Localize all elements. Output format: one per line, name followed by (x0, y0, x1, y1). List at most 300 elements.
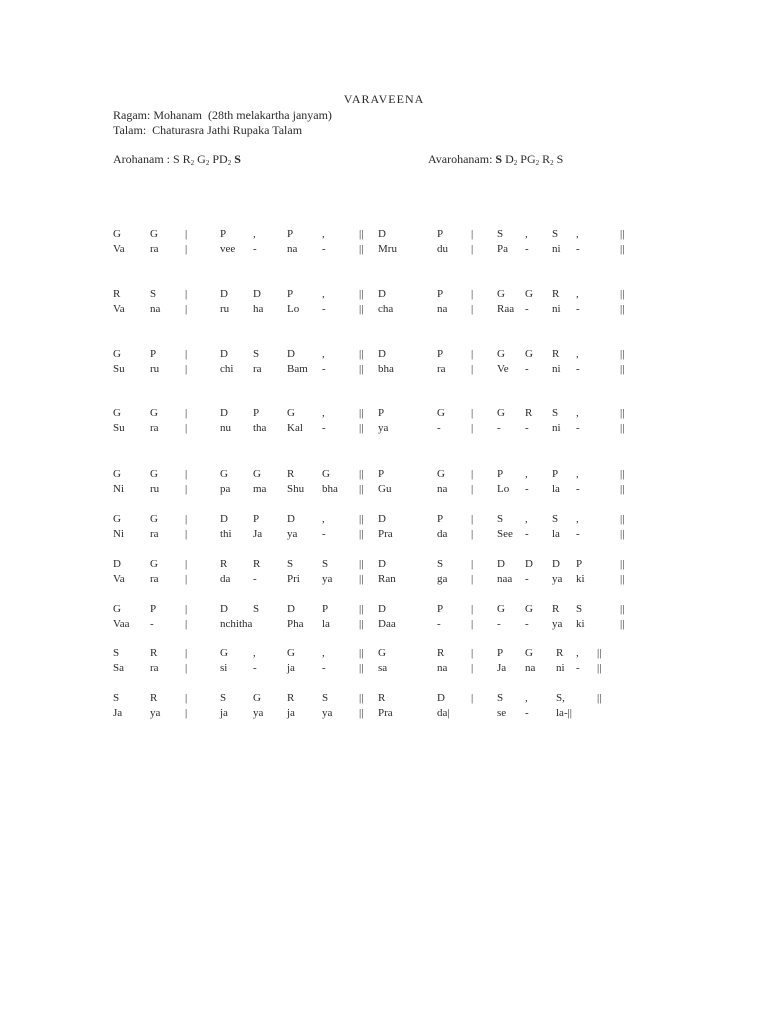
swara: G (322, 468, 330, 480)
syllable: Pha (287, 618, 304, 630)
syllable: - (576, 483, 580, 495)
swara: D (378, 348, 386, 360)
swara: S (253, 348, 260, 360)
swara: , (525, 468, 528, 480)
syllable: - (525, 363, 529, 375)
double-bar-line: || (620, 363, 625, 375)
syllable: Lo (497, 483, 510, 495)
swara: S (576, 603, 583, 615)
double-bar-line: || (620, 228, 625, 240)
syllable: ni (556, 662, 565, 674)
syllable: ya (253, 707, 264, 719)
notation-row (0, 467, 768, 497)
syllable: ra (150, 573, 159, 585)
swara-line (0, 227, 768, 242)
swara: P (378, 407, 385, 419)
syllable: Ni (113, 528, 124, 540)
bar-line: | (471, 558, 474, 570)
swara: P (150, 603, 157, 615)
bar-line: | (185, 363, 188, 375)
double-bar-line: || (620, 603, 625, 615)
bar-line: | (185, 692, 188, 704)
bar-line: | (185, 558, 188, 570)
swara: P (287, 228, 294, 240)
swara: G (113, 348, 121, 360)
syllable: Su (113, 363, 125, 375)
syllable: la (552, 528, 560, 540)
swara: , (525, 228, 528, 240)
swara: G (113, 513, 121, 525)
sahitya-line (0, 527, 768, 542)
syllable: ya (552, 618, 563, 630)
swara: P (322, 603, 329, 615)
swara: P (437, 603, 444, 615)
talam-line: Talam: Chaturasra Jathi Rupaka Talam (113, 123, 303, 137)
swara: , (253, 647, 256, 659)
swara: D (287, 603, 295, 615)
swara: P (220, 228, 227, 240)
swara: S (253, 603, 260, 615)
bar-line: | (471, 363, 474, 375)
syllable: - (525, 707, 529, 719)
swara: G (150, 558, 158, 570)
bar-line: | (471, 618, 474, 630)
double-bar-line: || (359, 468, 364, 480)
octave-subscript: 2 (205, 159, 210, 167)
swara: R (556, 647, 564, 659)
double-bar-line: || (359, 348, 364, 360)
syllable: - (576, 363, 580, 375)
double-bar-line: || (359, 647, 364, 659)
syllable: Va (113, 573, 125, 585)
bar-line: | (185, 662, 188, 674)
swara: D (253, 288, 261, 300)
double-bar-line: || (620, 483, 625, 495)
swara: D (220, 407, 228, 419)
syllable: ma (253, 483, 267, 495)
syllable: - (322, 363, 326, 375)
syllable: naa (497, 573, 513, 585)
double-bar-line: || (359, 303, 364, 315)
syllable: du (437, 243, 448, 255)
swara: P (552, 468, 559, 480)
sahitya-line (0, 242, 768, 257)
double-bar-line: || (620, 573, 625, 585)
swara-line (0, 347, 768, 362)
syllable: Daa (378, 618, 396, 630)
swara: S (322, 558, 329, 570)
octave-subscript: 2 (550, 159, 554, 167)
swara: P (287, 288, 294, 300)
swara: D (437, 692, 445, 704)
double-bar-line: || (620, 618, 625, 630)
syllable: ga (437, 573, 448, 585)
double-bar-line: || (620, 243, 625, 255)
swara: D (220, 603, 228, 615)
bar-line: | (471, 243, 474, 255)
syllable: na (437, 483, 448, 495)
swara: G (525, 603, 533, 615)
swara: P (437, 288, 444, 300)
double-bar-line: || (359, 363, 364, 375)
song-title: VARAVEENA (343, 92, 425, 106)
swara: S, (556, 692, 565, 704)
swara-text: PG (517, 152, 536, 166)
double-bar-line: || (359, 513, 364, 525)
swara: R (552, 603, 560, 615)
bar-line: | (471, 662, 474, 674)
bar-line: | (185, 288, 188, 300)
syllable: na (150, 303, 161, 315)
syllable: cha (378, 303, 394, 315)
swara: G (150, 468, 158, 480)
swara: S (497, 513, 504, 525)
sahitya-line (0, 706, 768, 721)
syllable: Shu (287, 483, 305, 495)
syllable: ra (253, 363, 262, 375)
syllable: - (576, 243, 580, 255)
swara: , (576, 647, 579, 659)
syllable: tha (253, 422, 267, 434)
notation-row (0, 557, 768, 587)
syllable: ja (220, 707, 228, 719)
syllable: Pa (497, 243, 508, 255)
notation-row (0, 602, 768, 632)
double-bar-line: || (359, 407, 364, 419)
syllable: na (437, 662, 448, 674)
double-bar-line: || (359, 662, 364, 674)
bar-line: | (471, 603, 474, 615)
double-bar-line: || (620, 288, 625, 300)
swara: G (287, 647, 295, 659)
swara: G (150, 228, 158, 240)
bar-line: | (471, 692, 474, 704)
double-bar-line: || (620, 303, 625, 315)
swara: S (113, 692, 120, 704)
double-bar-line: || (620, 558, 625, 570)
swara: R (437, 647, 445, 659)
syllable: nu (220, 422, 231, 434)
bar-line: | (471, 647, 474, 659)
bar-line: | (185, 407, 188, 419)
syllable: Ja (113, 707, 123, 719)
syllable: - (322, 662, 326, 674)
syllable: ni (552, 303, 561, 315)
swara: , (576, 288, 579, 300)
syllable: ja (287, 707, 295, 719)
syllable: - (525, 422, 529, 434)
bar-line: | (185, 528, 188, 540)
syllable: Bam (287, 363, 308, 375)
syllable: ya (287, 528, 298, 540)
swara: P (253, 513, 260, 525)
swara: G (497, 348, 505, 360)
syllable: - (576, 303, 580, 315)
swara: D (378, 288, 386, 300)
swara-text: S R (172, 152, 191, 166)
swara: R (253, 558, 261, 570)
syllable: - (437, 618, 441, 630)
syllable: ra (437, 363, 446, 375)
swara: D (220, 348, 228, 360)
bar-line: | (185, 243, 188, 255)
swara: , (576, 513, 579, 525)
swara: G (253, 692, 261, 704)
double-bar-line: || (359, 483, 364, 495)
syllable: - (576, 528, 580, 540)
swara-text: R (539, 152, 551, 166)
double-bar-line: || (359, 707, 364, 719)
syllable: - (253, 243, 257, 255)
swara: G (150, 407, 158, 419)
swara: G (150, 513, 158, 525)
double-bar-line: || (620, 407, 625, 419)
swara: G (378, 647, 386, 659)
syllable: chi (220, 363, 234, 375)
syllable: Raa (497, 303, 515, 315)
swara: P (253, 407, 260, 419)
syllable: ya (150, 707, 161, 719)
swara: R (378, 692, 386, 704)
swara-line (0, 287, 768, 302)
double-bar-line: || (620, 468, 625, 480)
double-bar-line: || (359, 528, 364, 540)
syllable: - (437, 422, 441, 434)
swara: , (525, 513, 528, 525)
swara: D (113, 558, 121, 570)
syllable: vee (220, 243, 236, 255)
octave-subscript: 2 (190, 159, 195, 167)
swara: S (287, 558, 294, 570)
syllable: - (576, 662, 580, 674)
swara: R (113, 288, 121, 300)
swara: D (497, 558, 505, 570)
notation-row (0, 287, 768, 317)
swara: , (576, 348, 579, 360)
syllable: - (322, 422, 326, 434)
bar-line: | (185, 348, 188, 360)
double-bar-line: || (359, 228, 364, 240)
swara: S (552, 407, 559, 419)
swara: D (378, 513, 386, 525)
syllable: ra (150, 243, 159, 255)
octave-subscript: 2 (535, 159, 540, 167)
syllable: ra (150, 422, 159, 434)
swara-text: S (553, 152, 564, 166)
bar-line: | (185, 228, 188, 240)
swara: , (322, 288, 325, 300)
ragam-line: Ragam: Mohanam (28th melakartha janyam) (113, 108, 332, 122)
double-bar-line: || (359, 288, 364, 300)
swara: S (113, 647, 120, 659)
swara: R (150, 647, 158, 659)
sahitya-line (0, 617, 768, 632)
swara: , (525, 692, 528, 704)
syllable: se (497, 707, 507, 719)
swara: , (253, 228, 256, 240)
swara: S (437, 558, 444, 570)
swara: P (378, 468, 385, 480)
swara: D (287, 348, 295, 360)
syllable: Pra (378, 528, 393, 540)
double-bar-line: || (359, 618, 364, 630)
bar-line: | (185, 422, 188, 434)
syllable: la (552, 483, 560, 495)
swara-text: PD (209, 152, 228, 166)
syllable: da| (437, 707, 450, 719)
swara-text: S (234, 152, 241, 166)
swara: , (576, 407, 579, 419)
octave-subscript: 2 (513, 159, 518, 167)
syllable: Kal (287, 422, 303, 434)
swara: G (253, 468, 261, 480)
double-bar-line: || (620, 422, 625, 434)
swara: R (220, 558, 228, 570)
syllable: - (525, 618, 529, 630)
notation-row (0, 691, 768, 721)
swara: G (113, 603, 121, 615)
double-bar-line: || (597, 647, 602, 659)
bar-line: | (185, 573, 188, 585)
syllable: ra (150, 662, 159, 674)
syllable: ru (150, 363, 160, 375)
swara: G (525, 348, 533, 360)
swara: P (497, 647, 504, 659)
syllable: ha (253, 303, 264, 315)
swara-line (0, 406, 768, 421)
bar-line: | (471, 513, 474, 525)
avarohanam-label: Avarohanam: (428, 152, 496, 166)
syllable: Ni (113, 483, 124, 495)
bar-line: | (185, 483, 188, 495)
syllable: - (525, 243, 529, 255)
swara: , (322, 228, 325, 240)
swara: R (552, 288, 560, 300)
swara: G (113, 228, 121, 240)
syllable: ra (150, 528, 159, 540)
swara: R (552, 348, 560, 360)
syllable: - (253, 573, 257, 585)
swara-text: S (495, 152, 503, 166)
notation-row (0, 227, 768, 257)
swara: G (113, 468, 121, 480)
syllable: - (253, 662, 257, 674)
syllable: ni (552, 243, 561, 255)
syllable: si (220, 662, 228, 674)
octave-subscript: 2 (227, 159, 232, 167)
syllable: - (322, 303, 326, 315)
syllable: Vaa (113, 618, 130, 630)
swara: R (287, 692, 295, 704)
swara: G (220, 468, 228, 480)
swara-line (0, 512, 768, 527)
syllable: - (322, 528, 326, 540)
swara: S (552, 228, 559, 240)
sahitya-line (0, 661, 768, 676)
syllable: ki (576, 618, 585, 630)
swara: , (322, 513, 325, 525)
double-bar-line: || (620, 528, 625, 540)
syllable: pa (220, 483, 231, 495)
swara: S (322, 692, 329, 704)
bar-line: | (471, 528, 474, 540)
swara: P (437, 513, 444, 525)
double-bar-line: || (359, 558, 364, 570)
swara: P (576, 558, 583, 570)
swara: P (437, 348, 444, 360)
swara: , (322, 407, 325, 419)
syllable: nchitha (220, 618, 253, 630)
syllable: ru (150, 483, 160, 495)
bar-line: | (471, 288, 474, 300)
syllable: Ve (497, 363, 509, 375)
syllable: - (525, 483, 529, 495)
swara-text: G (194, 152, 206, 166)
syllable: Su (113, 422, 125, 434)
syllable: - (576, 422, 580, 434)
bar-line: | (471, 407, 474, 419)
syllable: Sa (113, 662, 124, 674)
syllable: bha (378, 363, 394, 375)
double-bar-line: || (597, 662, 602, 674)
syllable: - (497, 422, 501, 434)
syllable: Ran (378, 573, 396, 585)
bar-line: | (471, 422, 474, 434)
syllable: thi (220, 528, 232, 540)
sahitya-line (0, 421, 768, 436)
bar-line: | (185, 647, 188, 659)
swara-line (0, 691, 768, 706)
swara: D (220, 513, 228, 525)
syllable: - (525, 573, 529, 585)
double-bar-line: || (359, 243, 364, 255)
bar-line: | (471, 303, 474, 315)
bar-line: | (185, 513, 188, 525)
swara: D (220, 288, 228, 300)
swara: G (497, 288, 505, 300)
bar-line: | (471, 573, 474, 585)
swara: G (287, 407, 295, 419)
syllable: Ja (253, 528, 263, 540)
syllable: ki (576, 573, 585, 585)
syllable: ya (378, 422, 389, 434)
syllable: - (150, 618, 154, 630)
double-bar-line: || (620, 513, 625, 525)
bar-line: | (185, 468, 188, 480)
syllable: - (525, 303, 529, 315)
double-bar-line: || (359, 573, 364, 585)
swara: D (378, 228, 386, 240)
swara: G (497, 603, 505, 615)
swara: R (525, 407, 533, 419)
swara: G (525, 288, 533, 300)
swara: P (497, 468, 504, 480)
double-bar-line: || (359, 603, 364, 615)
sahitya-line (0, 362, 768, 377)
swara: G (525, 647, 533, 659)
bar-line: | (471, 468, 474, 480)
syllable: sa (378, 662, 388, 674)
swara: G (220, 647, 228, 659)
sahitya-line (0, 302, 768, 317)
double-bar-line: || (359, 692, 364, 704)
syllable: ja (287, 662, 295, 674)
syllable: See (497, 528, 513, 540)
swara: S (220, 692, 227, 704)
syllable: Mru (378, 243, 397, 255)
bar-line: | (185, 618, 188, 630)
syllable: na (287, 243, 298, 255)
